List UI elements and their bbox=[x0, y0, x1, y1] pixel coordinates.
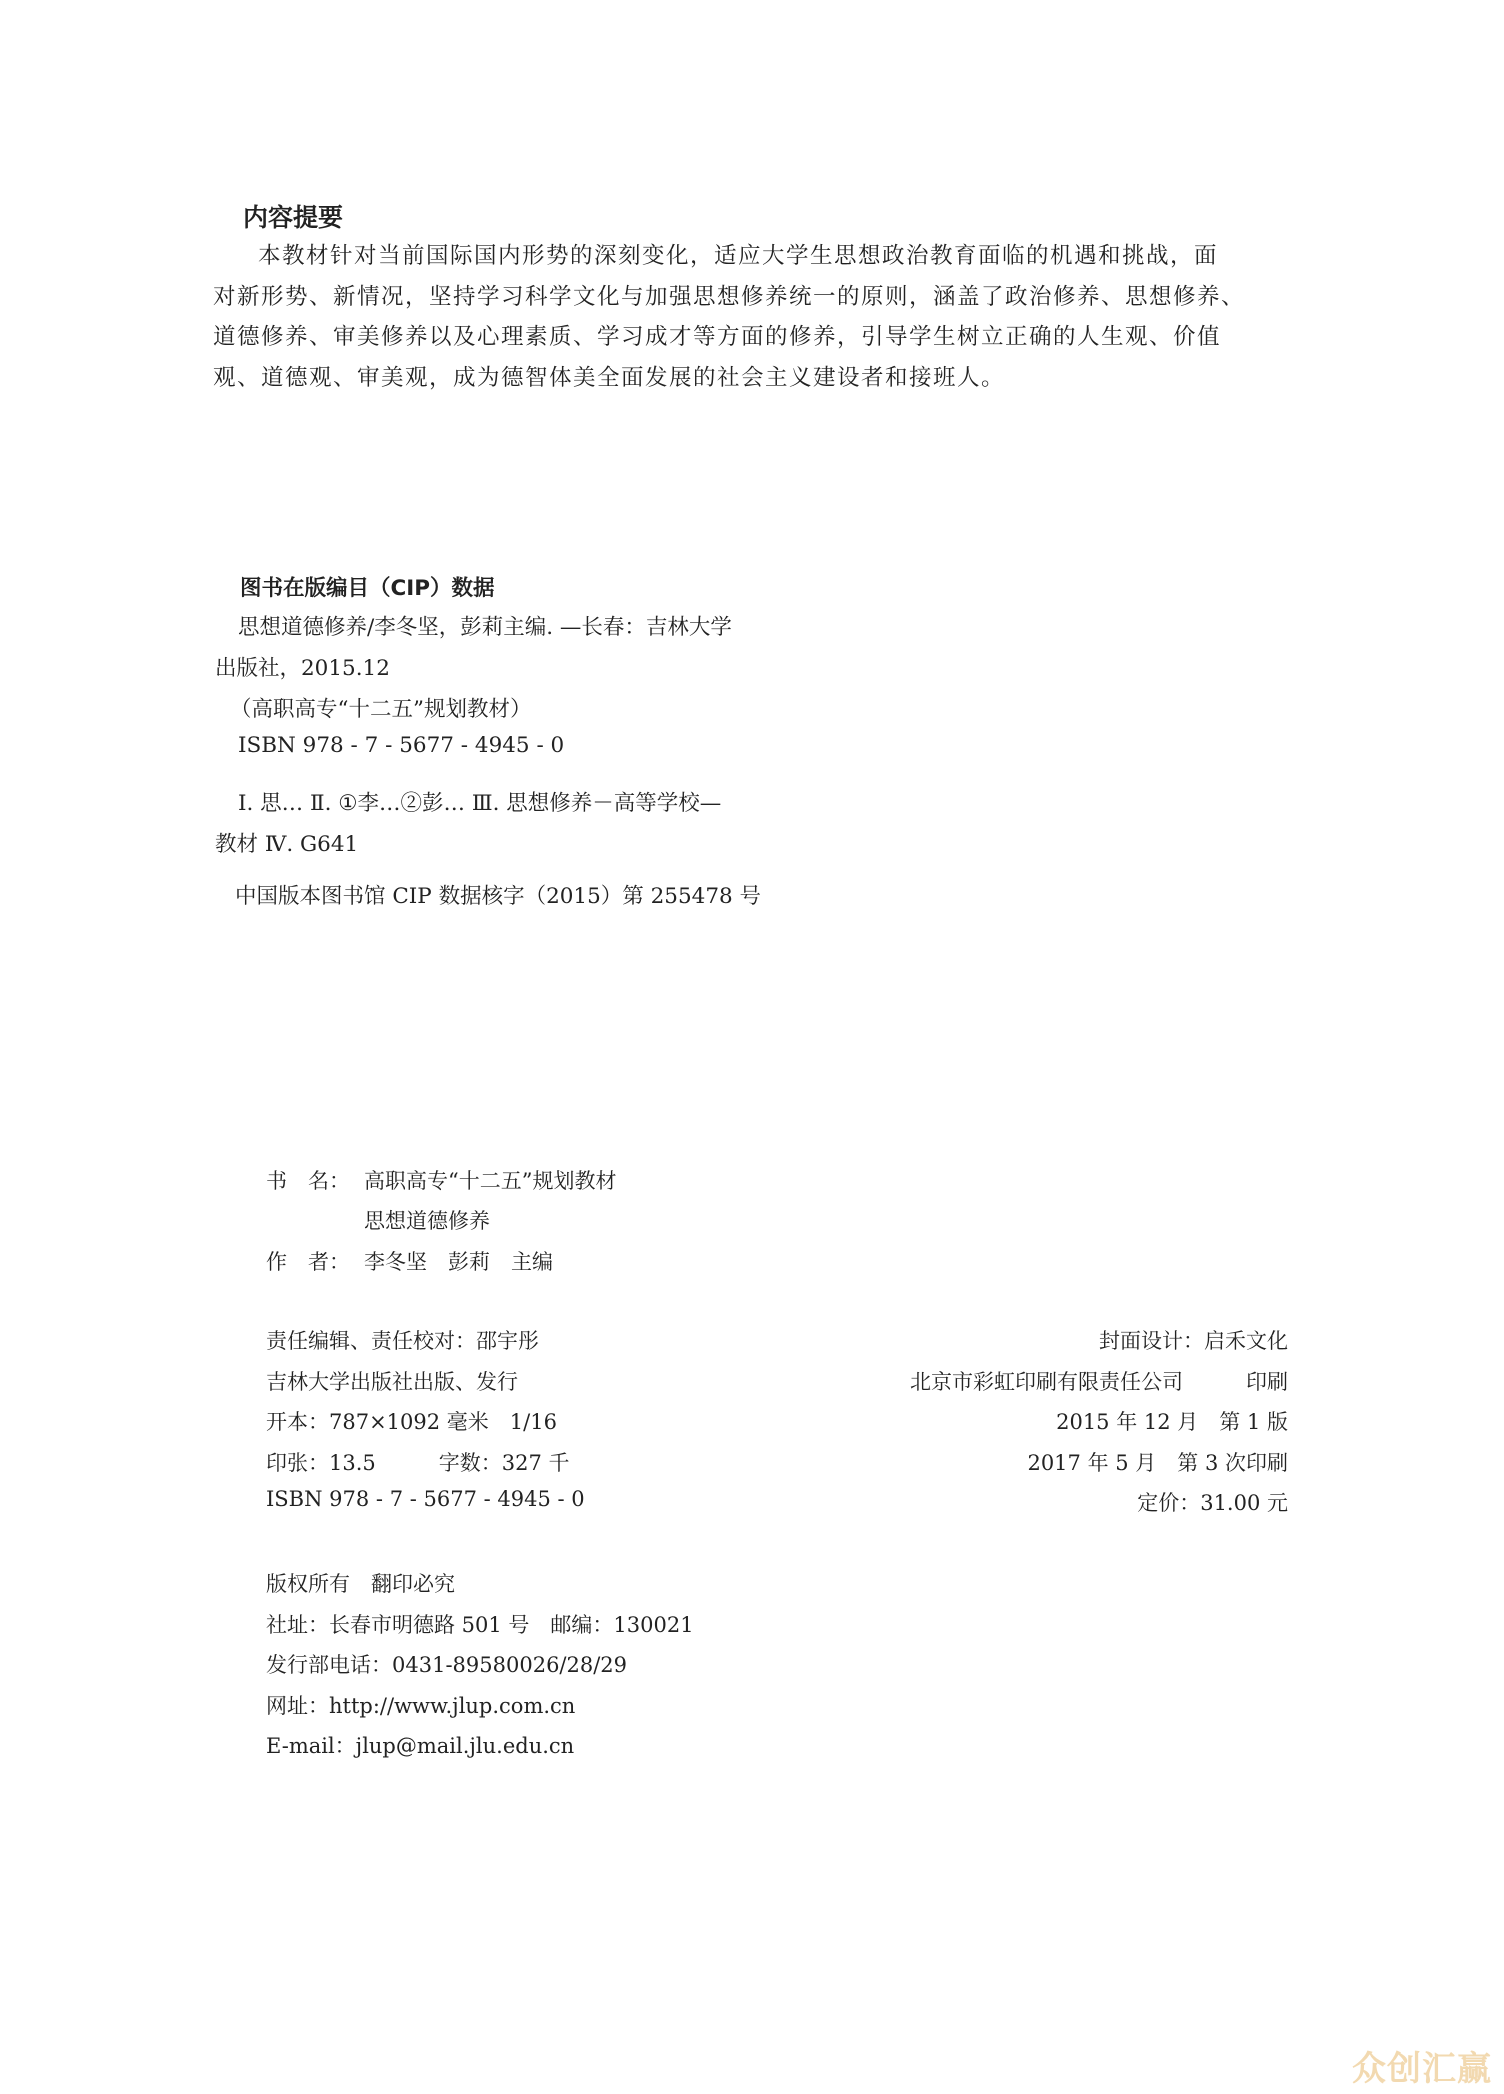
email[interactable]: E-mail：jlup@mail.jlu.edu.cn bbox=[266, 1734, 575, 1758]
summary-line: 对新形势、新情况，坚持学习科学文化与加强思想修养统一的原则，涵盖了政治修养、思想修养、 bbox=[213, 283, 1246, 310]
copyright: 版权所有 翻印必究 bbox=[266, 1572, 455, 1596]
book-name-label: 书 名： bbox=[266, 1169, 350, 1193]
sheets: 印张：13.5 字数：327 千 bbox=[266, 1451, 570, 1475]
summary-line: 道德修养、审美修养以及心理素质、学习成才等方面的修养，引导学生树立正确的人生观、价值 bbox=[213, 324, 1222, 350]
edition: 2015 年 12 月 第 1 版 bbox=[1056, 1410, 1288, 1434]
cip-line: Ⅰ. 思… Ⅱ. ①李…②彭… Ⅲ. 思想修养－高等学校— bbox=[238, 791, 722, 816]
cip-isbn: ISBN 978 - 7 - 5677 - 4945 - 0 bbox=[238, 733, 565, 758]
cover-design: 封面设计：启禾文化 bbox=[1099, 1329, 1288, 1353]
summary-line: 本教材针对当前国际国内形势的深刻变化，适应大学生思想政治教育面临的机遇和挑战，面 bbox=[258, 243, 1219, 269]
cip-title: 图书在版编目（CIP）数据 bbox=[240, 576, 495, 601]
address: 社址：长春市明德路 501 号 邮编：130021 bbox=[266, 1613, 694, 1637]
printer: 北京市彩虹印刷有限责任公司 印刷 bbox=[910, 1370, 1288, 1394]
summary-title: 内容提要 bbox=[243, 203, 344, 232]
price: 定价：31.00 元 bbox=[1137, 1491, 1288, 1515]
cip-line: 思想道德修养/李冬坚，彭莉主编. —长春：吉林大学 bbox=[238, 615, 732, 640]
summary-line: 观、道德观、审美观，成为德智体美全面发展的社会主义建设者和接班人。 bbox=[213, 364, 1006, 391]
cip-number: 中国版本图书馆 CIP 数据核字（2015）第 255478 号 bbox=[235, 884, 762, 909]
website[interactable]: 网址：http://www.jlup.com.cn bbox=[266, 1694, 576, 1718]
publisher: 吉林大学出版社出版、发行 bbox=[266, 1370, 518, 1394]
phone: 发行部电话：0431-89580026/28/29 bbox=[266, 1653, 628, 1677]
book-name-title: 思想道德修养 bbox=[364, 1209, 490, 1233]
watermark-logo: 众创汇赢 bbox=[1352, 2049, 1492, 2089]
book-name-series: 高职高专“十二五”规划教材 bbox=[364, 1169, 617, 1193]
printing: 2017 年 5 月 第 3 次印刷 bbox=[1027, 1451, 1288, 1475]
author-label: 作 者： bbox=[266, 1250, 350, 1274]
summary-body bbox=[213, 236, 1293, 398]
format: 开本：787×1092 毫米 1/16 bbox=[266, 1410, 557, 1434]
cip-line: 出版社，2015.12 bbox=[215, 656, 390, 681]
cip-line: 教材 Ⅳ. G641 bbox=[215, 832, 359, 857]
isbn: ISBN 978 - 7 - 5677 - 4945 - 0 bbox=[266, 1487, 585, 1511]
author: 李冬坚 彭莉 主编 bbox=[364, 1250, 553, 1274]
cip-line: （高职高专“十二五”规划教材） bbox=[230, 697, 532, 722]
editor: 责任编辑、责任校对：邵宇彤 bbox=[266, 1329, 539, 1353]
